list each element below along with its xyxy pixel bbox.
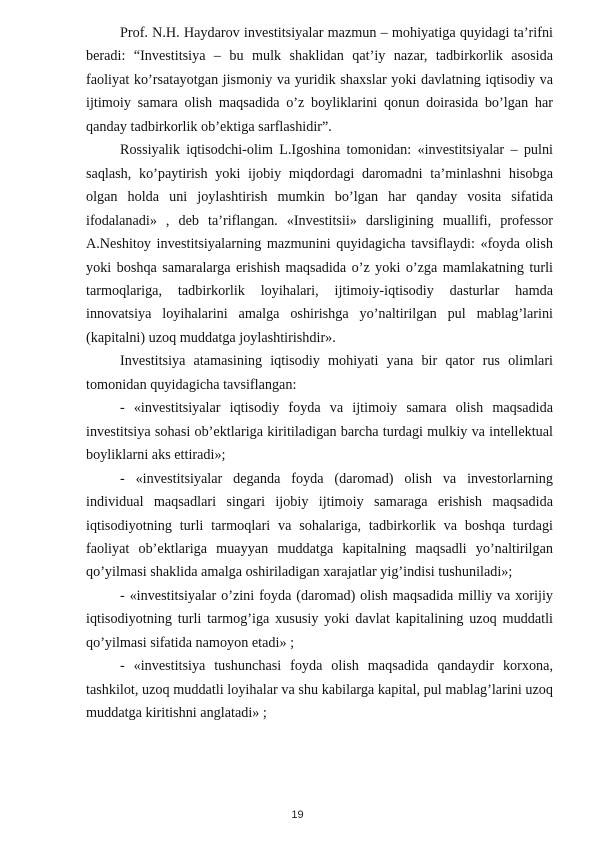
list-item-definition-2: - «investitsiyalar deganda foyda (daromad) olish va investorlarning individual maqsadlari singari ijobiy ijtimoiy samaraga erishish maqsadida iqtisodiyotning turli tarmoqlari va sohalariga, tadbirkorlik va boshqa turdagi faoliyat ob’ektlariga muayyan muddatga kapitalning maqsadli yo’naltirilgan qo’yilmasi shaklida amalga oshiriladigan xarajatlar yig’indisi tushuniladi»; [86,470,553,581]
paragraph-russian-scholars-intro: Investitsiya atamasining iqtisodiy mohiyati yana bir qator rus olimlari tomonidan quyidagicha tavsiflangan: [86,353,553,393]
paragraph-haydarov-definition: Prof. N.H. Haydarov investitsiyalar mazmun – mohiyatiga quyidagi ta’rifni beradi: “Investitsiya – bu mulk shaklidan qat’iy nazar, tadbirkorlik asosida faoliyat ko’rsatayotgan jismoniy va yuridik shaxslar yoki davlatning iqtisodiy va ijtimoiy samara olish maqsadida o’z boyliklarini qonun doirasida bo’lgan har qanday tadbirkorlik ob’ektiga sarflashidir”. [86,25,553,135]
list-item-definition-4: - «investitsiya tushunchasi foyda olish maqsadida qandaydir korxona, tashkilot, uzoq muddatli loyihalar va shu kabilarga kapital, pul mablag’larini uzoq muddatga kiritishni anglatadi» ; [86,658,553,722]
list-item-definition-3: - «investitsiyalar o’zini foyda (daromad) olish maqsadida milliy va xorijiy iqtisodiyotning turli tarmog’iga xususiy yoki davlat kapitalining uzoq muddatli qo’yilmasi sifatida namoyon etadi» ; [86,587,553,651]
paragraph-igoshina-neshitoy: Rossiyalik iqtisodchi-olim L.Igoshina tomonidan: «investitsiyalar – pulni saqlash, ko’paytirish yoki ijobiy miqdordagi daromadni ta’minlashni hisobga olgan holda uni joylashtirish mumkin bo’lgan har qanday vosita sifatida ifodalanadi» , deb ta’riflangan. «Investitsii» darsligining muallifi, professor A.Neshitoy investitsiyalarning mazmunini quyidagicha tavsiflaydi: «foyda olish yoki boshqa samaralarga erishish maqsadida o’z yoki o’zga mamlakatning turli tarmoqlariga, tadbirkorlik loyihalari, ijtimoiy-iqtisodiy dasturlar hamda innovatsiya loyihalarini amalga oshirishga yo’naltirilgan pul mablag’larini (kapitalni) uzoq muddatga joylashtirishdir». [86,142,553,346]
document-body [86,22,553,726]
list-item-definition-1: - «investitsiyalar iqtisodiy foyda va ijtimoiy samara olish maqsadida investitsiya sohasi ob’ektlariga kiritiladigan barcha turdagi mulkiy va intellektual boyliklarni aks ettiradi»; [86,400,553,464]
page-number: 19 [291,809,304,821]
